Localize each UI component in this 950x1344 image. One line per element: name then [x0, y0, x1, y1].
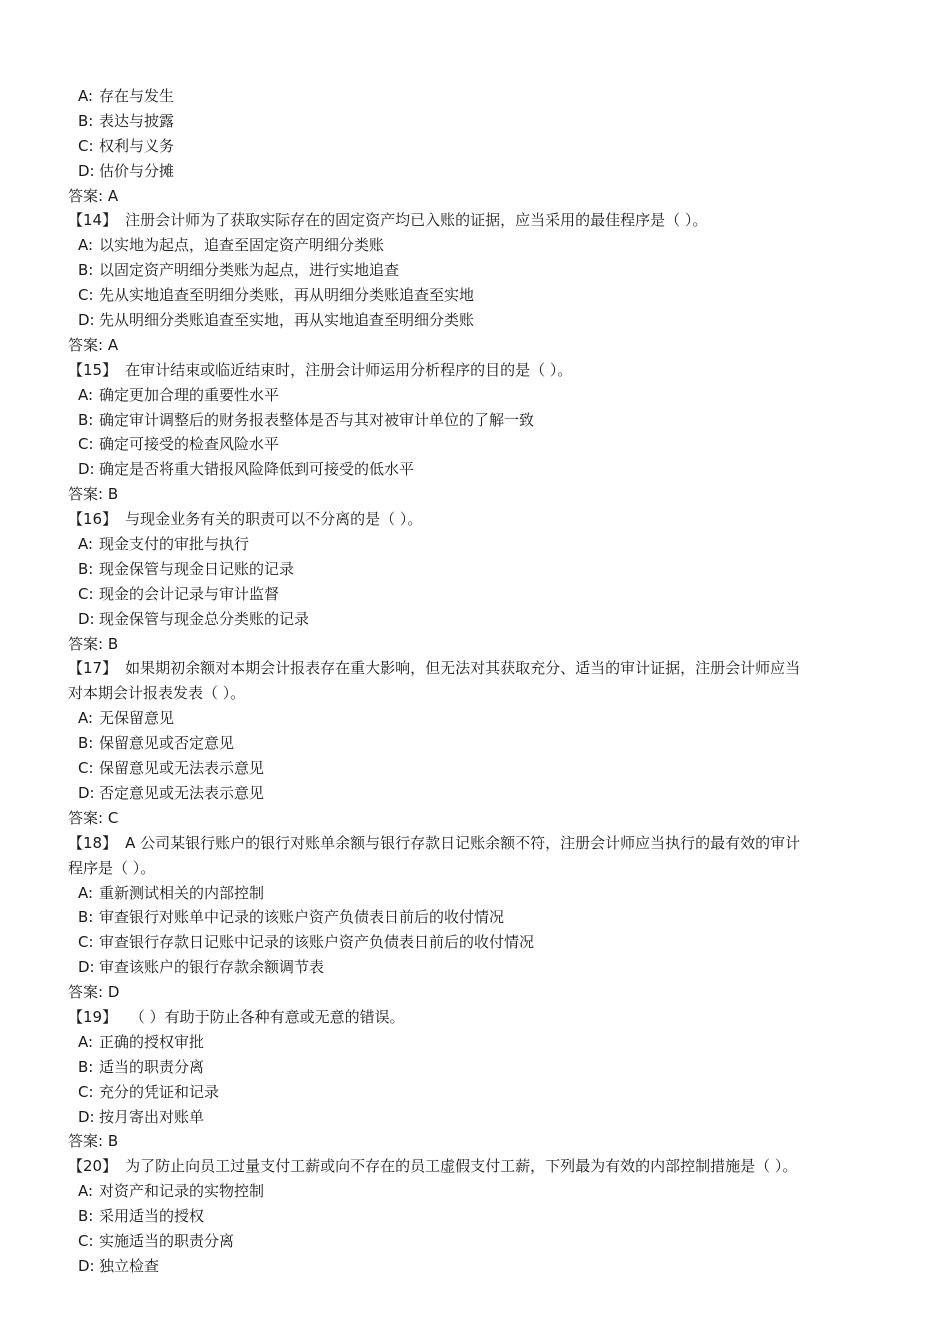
option-text: 以实地为起点，追查至固定资产明细分类账	[99, 236, 385, 255]
option-key: D:	[78, 1256, 95, 1275]
option-key: A:	[78, 1032, 94, 1051]
question-number: 【14】	[68, 211, 118, 230]
option-line	[68, 781, 888, 806]
option-line	[68, 1204, 888, 1229]
option-key: B:	[78, 908, 94, 927]
question-text: A 公司某银行账户的银行对账单余额与银行存款日记账余额不符，注册会计师应当执行的最有效的审计	[125, 833, 801, 852]
question-line	[68, 208, 888, 233]
option-line	[68, 532, 888, 557]
option-text: 实施适当的职责分离	[99, 1231, 235, 1250]
option-line	[68, 1030, 888, 1055]
answer-line: 答案: B	[68, 1132, 119, 1151]
answer-line: 答案: B	[68, 485, 119, 504]
option-line	[68, 1105, 888, 1130]
option-text: 先从明细分类账追查至实地，再从实地追查至明细分类账	[99, 311, 475, 330]
option-line	[68, 308, 888, 333]
question-continuation	[68, 681, 888, 706]
question-number: 【18】	[68, 833, 118, 852]
option-line	[68, 1179, 888, 1204]
exam-document	[68, 84, 888, 1279]
option-key: C:	[78, 933, 94, 952]
option-line	[68, 706, 888, 731]
question-text: 在审计结束或临近结束时，注册会计师运用分析程序的目的是（ ）。	[125, 360, 573, 379]
option-key: C:	[78, 435, 94, 454]
option-line	[68, 1229, 888, 1254]
option-text: 存在与发生	[99, 87, 175, 105]
option-text: 保留意见或无法表示意见	[99, 759, 265, 778]
question-text: 注册会计师为了获取实际存在的固定资产均已入账的证据，应当采用的最佳程序是（ ）。	[125, 211, 708, 230]
question-text: 与现金业务有关的职责可以不分离的是（ ）。	[125, 510, 423, 529]
answer-line: 答案: A	[68, 335, 119, 354]
option-text: 权利与义务	[99, 136, 175, 155]
option-line	[68, 1080, 888, 1105]
question-line	[68, 1005, 888, 1030]
option-text: 现金保管与现金日记账的记录	[99, 559, 295, 578]
option-key: C:	[78, 286, 94, 305]
option-line	[68, 159, 888, 184]
option-line	[68, 955, 888, 980]
option-key: A:	[78, 535, 94, 554]
option-text: 独立检查	[99, 1256, 160, 1275]
option-line	[68, 258, 888, 283]
option-key: A:	[78, 236, 94, 255]
option-key: C:	[78, 136, 94, 155]
option-text: 充分的凭证和记录	[99, 1082, 220, 1101]
option-text: 审查银行存款日记账中记录的该账户资产负债表日前后的收付情况	[99, 933, 535, 952]
option-text: 适当的职责分离	[99, 1057, 205, 1076]
option-text: 对资产和记录的实物控制	[99, 1182, 265, 1201]
option-text: 现金的会计记录与审计监督	[99, 584, 280, 603]
option-line	[68, 731, 888, 756]
question-line	[68, 1154, 888, 1179]
option-text: 审查该账户的银行存款余额调节表	[99, 958, 325, 977]
answer-line: 答案: D	[68, 983, 120, 1002]
option-text: 保留意见或否定意见	[99, 734, 235, 753]
option-line	[68, 134, 888, 159]
option-key: C:	[78, 584, 94, 603]
option-text: 现金保管与现金总分类账的记录	[99, 609, 310, 628]
question-line	[68, 507, 888, 532]
option-key: B:	[78, 1207, 94, 1226]
option-key: D:	[78, 311, 95, 330]
option-text: 审查银行对账单中记录的该账户资产负债表日前后的收付情况	[99, 908, 505, 927]
option-text: 按月寄出对账单	[99, 1107, 205, 1126]
option-text: 无保留意见	[99, 709, 175, 728]
option-line	[68, 283, 888, 308]
option-line	[68, 582, 888, 607]
option-text: 确定审计调整后的财务报表整体是否与其对被审计单位的了解一致	[99, 410, 535, 429]
option-key: C:	[78, 1082, 94, 1101]
option-line	[68, 109, 888, 134]
option-line	[68, 756, 888, 781]
question-text: 为了防止向员工过量支付工薪或向不存在的员工虚假支付工薪，下列最为有效的内部控制措施是（ ）。	[125, 1157, 798, 1176]
option-text: 采用适当的授权	[99, 1207, 205, 1226]
option-text: 重新测试相关的内部控制	[99, 883, 265, 902]
option-line	[68, 1254, 888, 1279]
option-key: A:	[78, 883, 94, 902]
option-key: B:	[78, 1057, 94, 1076]
option-key: A:	[78, 709, 94, 728]
option-key: B:	[78, 734, 94, 753]
answer-line: 答案: B	[68, 634, 119, 653]
option-line	[68, 1055, 888, 1080]
question-text: 对本期会计报表发表（ ）。	[68, 684, 246, 703]
question-number: 【19】	[68, 1007, 118, 1026]
option-text: 确定可接受的检查风险水平	[99, 435, 280, 454]
question-continuation	[68, 856, 888, 881]
option-line	[68, 457, 888, 482]
option-text: 否定意见或无法表示意见	[99, 783, 265, 802]
option-key: B:	[78, 410, 94, 429]
option-line	[68, 557, 888, 582]
option-text: 确定是否将重大错报风险降低到可接受的低水平	[99, 460, 415, 479]
question-line	[68, 831, 888, 856]
option-text: 以固定资产明细分类账为起点，进行实地追查	[99, 261, 400, 280]
option-text: 估价与分摊	[99, 161, 175, 180]
option-text: 先从实地追查至明细分类账，再从明细分类账追查至实地	[99, 286, 475, 305]
question-text: （ ）有助于防止各种有意或无意的错误。	[125, 1007, 405, 1026]
option-line	[68, 881, 888, 906]
option-line	[68, 408, 888, 433]
option-text: 正确的授权审批	[99, 1032, 205, 1051]
option-line	[68, 84, 888, 109]
option-key: B:	[78, 559, 94, 578]
question-text: 如果期初余额对本期会计报表存在重大影响，但无法对其获取充分、适当的审计证据，注册会计师应当	[125, 659, 801, 678]
question-line	[68, 358, 888, 383]
option-line	[68, 930, 888, 955]
option-key: D:	[78, 1107, 95, 1126]
option-line	[68, 432, 888, 457]
option-key: A:	[78, 385, 94, 404]
option-key: D:	[78, 161, 95, 180]
option-text: 表达与披露	[99, 111, 175, 130]
option-key: D:	[78, 609, 95, 628]
question-line	[68, 656, 888, 681]
option-key: D:	[78, 958, 95, 977]
question-number: 【17】	[68, 659, 118, 678]
option-key: D:	[78, 460, 95, 479]
question-number: 【20】	[68, 1157, 118, 1176]
option-key: A:	[78, 87, 94, 105]
option-key: A:	[78, 1182, 94, 1201]
option-line	[68, 383, 888, 408]
option-line	[68, 607, 888, 632]
option-line	[68, 233, 888, 258]
option-key: C:	[78, 759, 94, 778]
option-text: 确定更加合理的重要性水平	[99, 385, 280, 404]
option-key: D:	[78, 783, 95, 802]
option-key: B:	[78, 261, 94, 280]
question-number: 【16】	[68, 510, 118, 529]
option-text: 现金支付的审批与执行	[99, 535, 250, 554]
answer-line: 答案: A	[68, 186, 119, 205]
option-key: C:	[78, 1231, 94, 1250]
option-line	[68, 905, 888, 930]
option-key: B:	[78, 111, 94, 130]
answer-line: 答案: C	[68, 808, 119, 827]
question-number: 【15】	[68, 360, 118, 379]
question-text: 程序是（ ）。	[68, 858, 156, 877]
